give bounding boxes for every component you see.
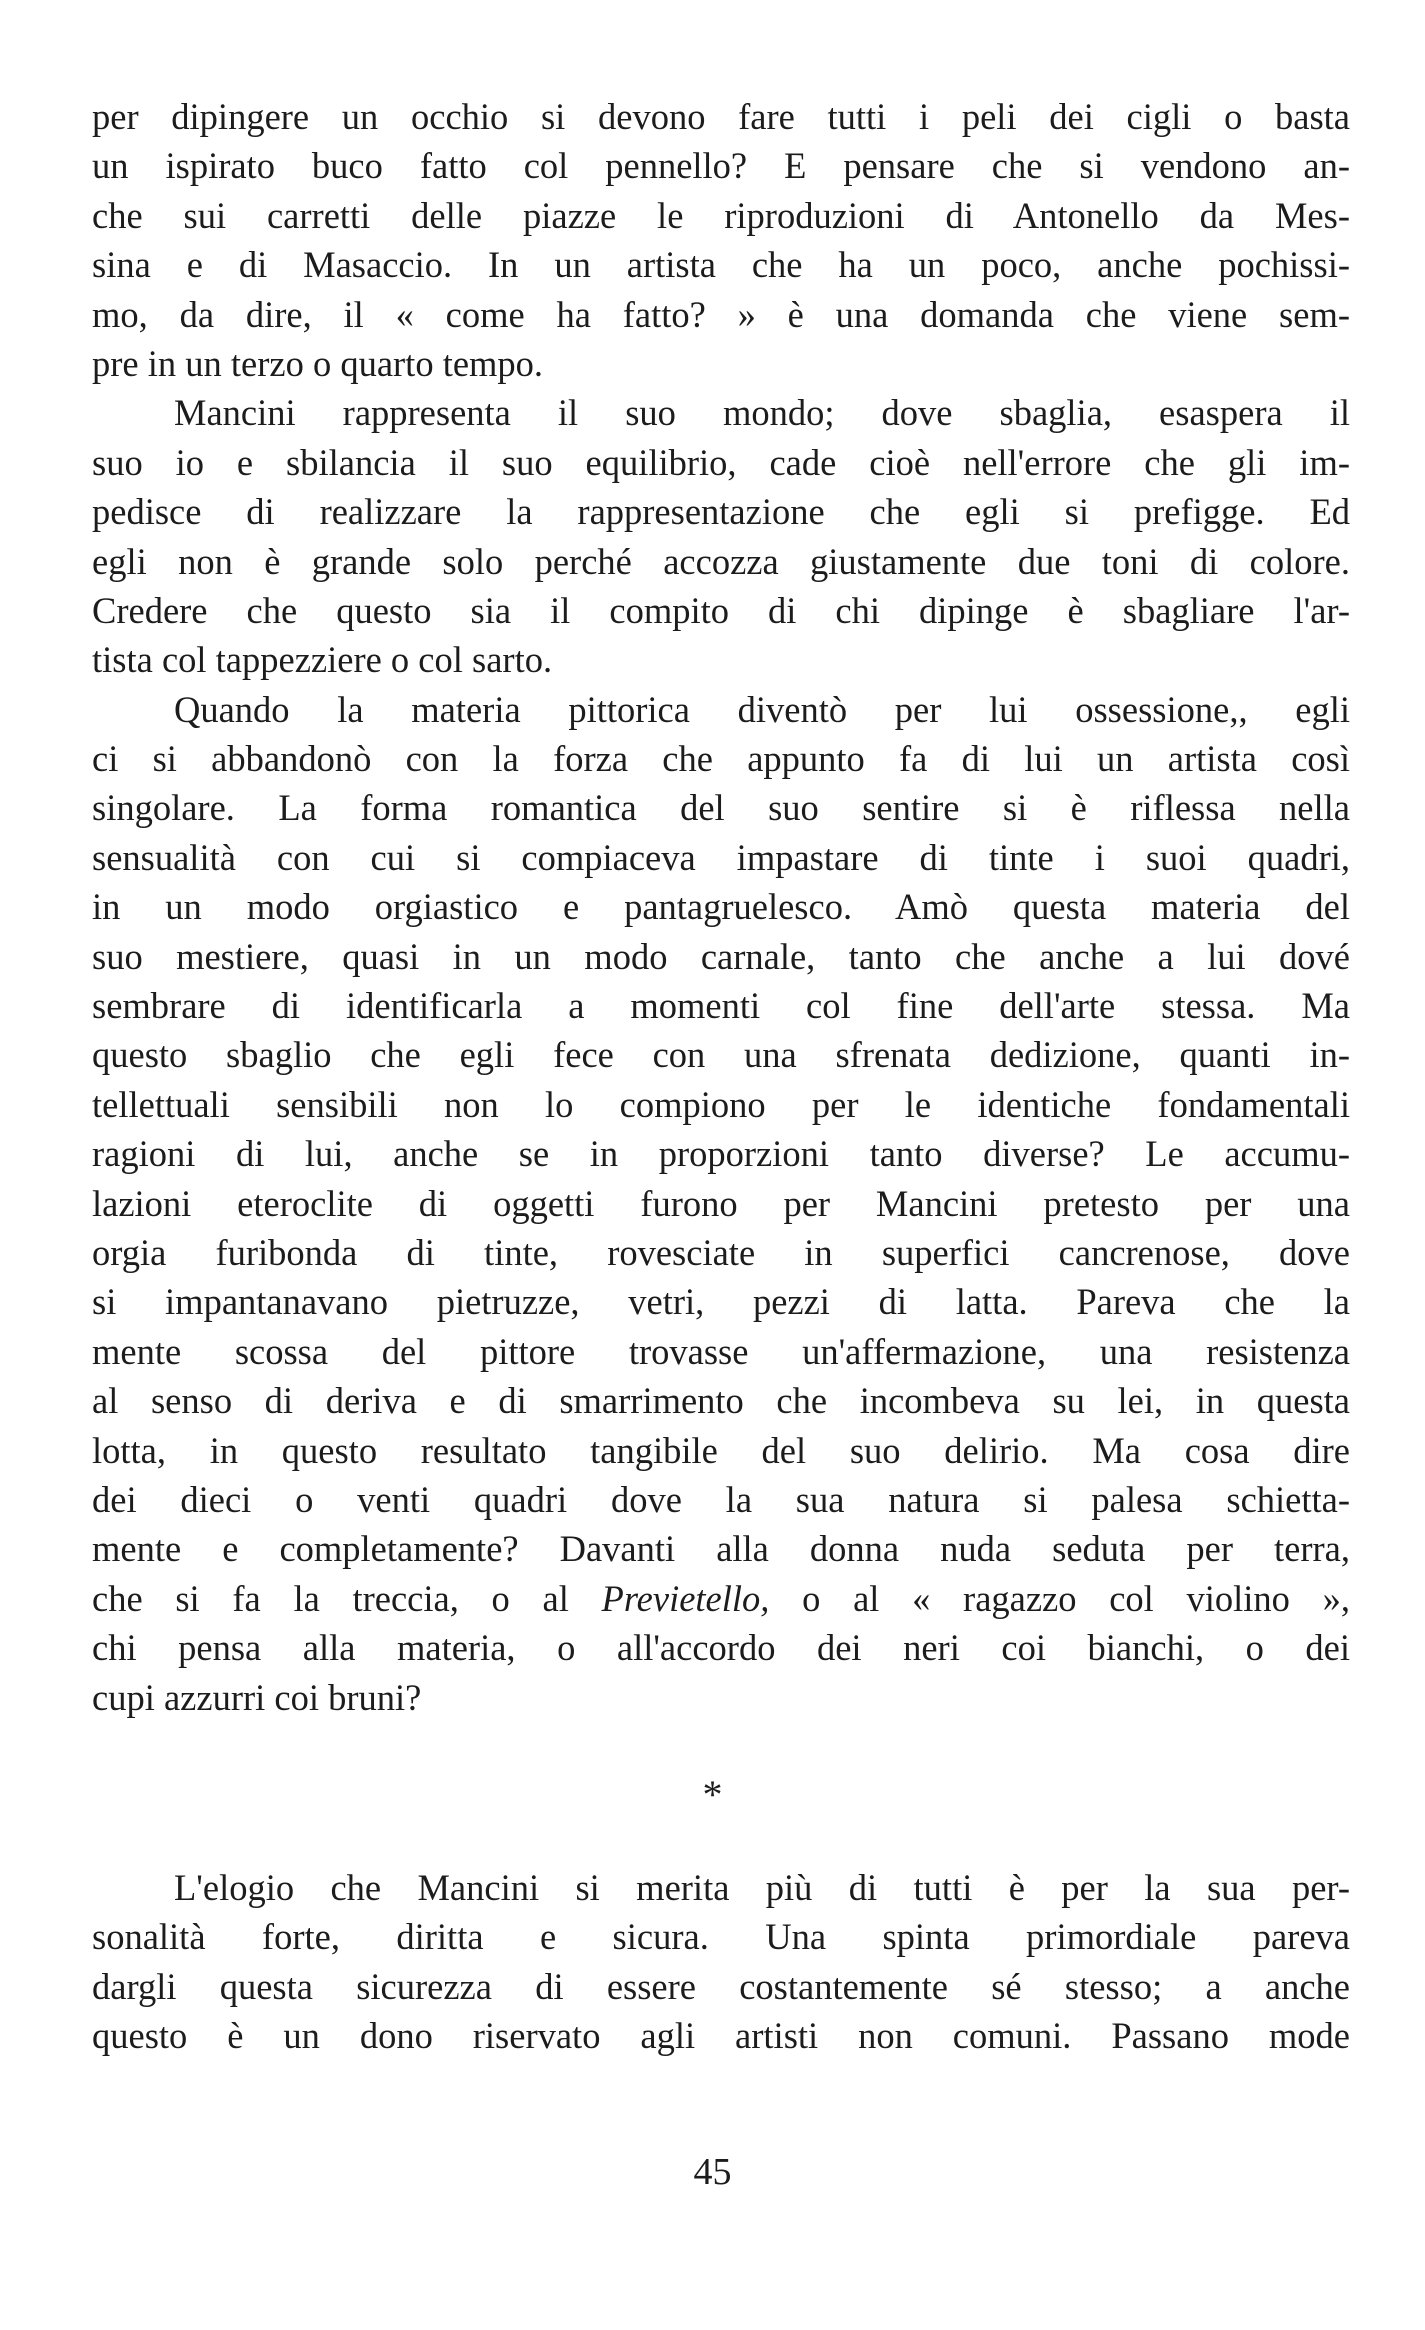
page-number: 45 — [693, 2151, 732, 2193]
text-line: egli non è grande solo perché accozza giustamente due toni di colore. — [92, 540, 1350, 582]
text-line-with-italic-title — [92, 1574, 1350, 1623]
text-line: suo mestiere, quasi in un modo carnale, tanto che anche a lui dové — [92, 935, 1350, 977]
text-line: ci si abbandonò con la forza che appunto fa di lui un artista così — [92, 738, 1350, 780]
text-line: suo io e sbilancia il suo equilibrio, cade cioè nell'errore che gli im- — [92, 441, 1350, 483]
text-line: dei dieci o venti quadri dove la sua natura si palesa schietta- — [92, 1478, 1350, 1520]
second-text-block — [92, 1863, 1350, 2061]
text-line: tista col tappezziere o col sarto. — [92, 639, 553, 681]
line-segment: o al « ragazzo col violino », — [769, 1577, 1350, 1619]
text-line: cupi azzurri coi bruni? — [92, 1676, 422, 1718]
section-separator-asterisk: * — [702, 1772, 723, 1817]
italic-painting-title: Previetello, — [601, 1577, 770, 1619]
text-line: mente e completamente? Davanti alla donna nuda seduta per terra, — [92, 1528, 1350, 1570]
text-line: sonalità forte, diritta e sicura. Una spinta primordiale pareva — [92, 1916, 1350, 1958]
text-line: un ispirato buco fatto col pennello? E pensare che si vendono an- — [92, 145, 1350, 187]
text-line: al senso di deriva e di smarrimento che incombeva su lei, in questa — [92, 1380, 1350, 1422]
text-line: orgia furibonda di tinte, rovesciate in superfici cancrenose, dove — [92, 1231, 1350, 1273]
text-line: Credere che questo sia il compito di chi dipinge è sbagliare l'ar- — [92, 589, 1350, 631]
text-line: per dipingere un occhio si devono fare tutti i peli dei cigli o basta — [92, 96, 1350, 137]
line-segment: che si fa la treccia, o al — [92, 1577, 602, 1619]
text-line: pre in un terzo o quarto tempo. — [92, 342, 544, 384]
text-line: in un modo orgiastico e pantagruelesco. Amò questa materia del — [92, 886, 1350, 928]
text-line: sembrare di identificarla a momenti col fine dell'arte stessa. Ma — [92, 985, 1350, 1027]
text-line: che sui carretti delle piazze le riproduzioni di Antonello da Mes- — [92, 194, 1350, 236]
text-line: questo sbaglio che egli fece con una sfrenata dedizione, quanti in- — [92, 1034, 1350, 1076]
text-line: dargli questa sicurezza di essere costantemente sé stesso; a anche — [92, 1965, 1350, 2007]
text-line: ragioni di lui, anche se in proporzioni tanto diverse? Le accumu- — [92, 1133, 1350, 1175]
text-line: chi pensa alla materia, o all'accordo dei neri coi bianchi, o dei — [92, 1627, 1350, 1669]
main-text-block — [92, 92, 1350, 1722]
text-line: sensualità con cui si compiaceva impastare di tinte i suoi quadri, — [92, 836, 1350, 878]
text-line: mo, da dire, il « come ha fatto? » è una domanda che viene sem- — [92, 293, 1350, 335]
paragraph-start-line: Mancini rappresenta il suo mondo; dove sbaglia, esaspera il — [174, 392, 1350, 434]
paragraph-start-line: Quando la materia pittorica diventò per lui ossessione,, egli — [174, 688, 1350, 730]
text-line: tellettuali sensibili non lo compiono per le identiche fondamentali — [92, 1083, 1350, 1125]
paragraph-start-line: L'elogio che Mancini si merita più di tutti è per la sua per- — [174, 1867, 1350, 1908]
text-line: si impantanavano pietruzze, vetri, pezzi di latta. Pareva che la — [92, 1281, 1350, 1323]
text-line: mente scossa del pittore trovasse un'affermazione, una resistenza — [92, 1330, 1350, 1372]
text-line: pedisce di realizzare la rappresentazione che egli si prefigge. Ed — [92, 491, 1350, 533]
text-line: singolare. La forma romantica del suo sentire si è riflessa nella — [92, 787, 1350, 829]
text-line: sina e di Masaccio. In un artista che ha un poco, anche pochissi- — [92, 244, 1350, 286]
text-line: lazioni eteroclite di oggetti furono per Mancini pretesto per una — [92, 1182, 1350, 1224]
text-line: lotta, in questo resultato tangibile del suo delirio. Ma cosa dire — [92, 1429, 1350, 1471]
text-line: questo è un dono riservato agli artisti non comuni. Passano mode — [92, 2015, 1350, 2057]
